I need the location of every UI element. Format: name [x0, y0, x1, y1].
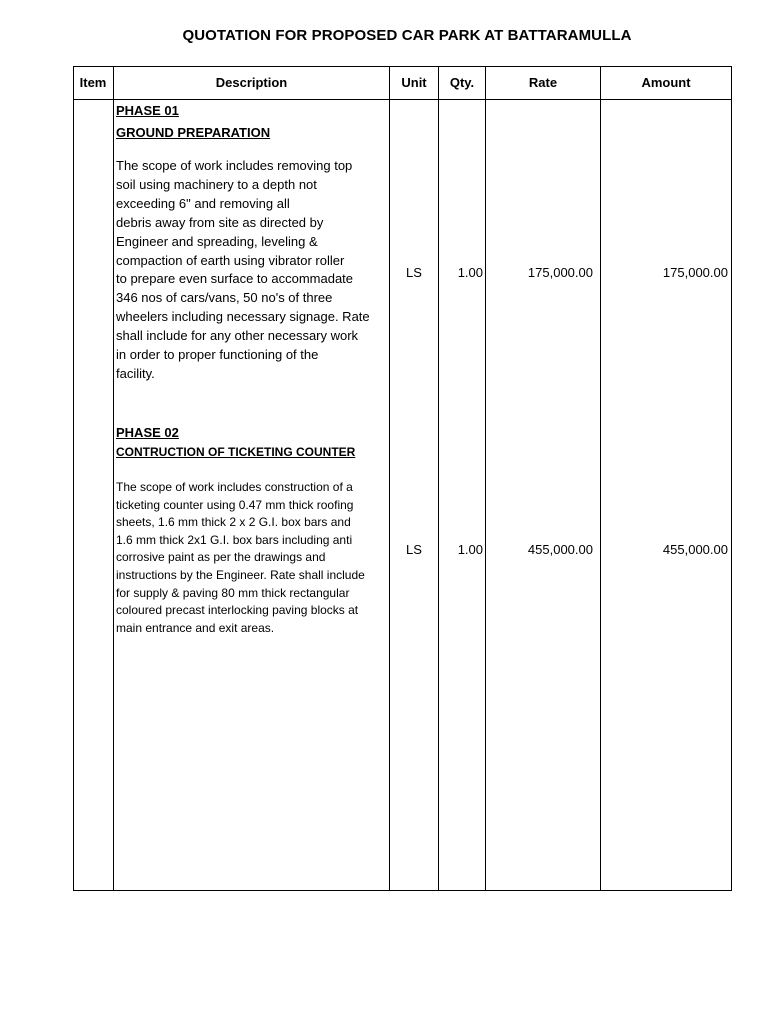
description-line: 346 nos of cars/vans, 50 no's of three: [116, 290, 333, 306]
column-divider: [438, 66, 439, 891]
section-heading: GROUND PREPARATION: [116, 125, 271, 140]
description-line: in order to proper functioning of the: [116, 347, 319, 363]
header-unit: Unit: [401, 75, 427, 90]
description-line: ticketing counter using 0.47 mm thick roofing: [116, 497, 354, 512]
section-heading: CONTRUCTION OF TICKETING COUNTER: [116, 445, 356, 459]
phase-label: PHASE 02: [116, 425, 179, 440]
description-line: for supply & paving 80 mm thick rectangular: [116, 585, 350, 600]
description-line: instructions by the Engineer. Rate shall include: [116, 567, 365, 582]
qty-cell: 1.00: [457, 542, 483, 557]
scope-description: [116, 157, 390, 384]
amount-cell: 175,000.00: [662, 265, 728, 280]
column-divider: [113, 66, 114, 891]
table-bottom-border: [73, 890, 732, 891]
header-item: Item: [79, 75, 107, 90]
description-line: wheelers including necessary signage. Rate: [116, 309, 370, 325]
description-line: sheets, 1.6 mm thick 2 x 2 G.I. box bars and: [116, 515, 351, 530]
scope-description: [116, 479, 390, 637]
description-line: debris away from site as directed by: [116, 214, 324, 230]
rate-cell: 455,000.00: [527, 542, 593, 557]
unit-cell: LS: [406, 542, 422, 557]
description-line: compaction of earth using vibrator roller: [116, 252, 345, 268]
phase-label: PHASE 01: [116, 103, 179, 118]
description-line: soil using machinery to a depth not: [116, 176, 317, 192]
header-qty: Qty.: [449, 75, 475, 90]
description-line: exceeding 6" and removing all: [116, 195, 290, 211]
unit-cell: LS: [406, 265, 422, 280]
amount-cell: 455,000.00: [662, 542, 728, 557]
description-line: The scope of work includes removing top: [116, 158, 353, 173]
description-line: Engineer and spreading, leveling &: [116, 233, 318, 249]
header-rate: Rate: [528, 75, 558, 90]
description-line: corrosive paint as per the drawings and: [116, 550, 326, 565]
column-divider: [73, 66, 74, 891]
column-divider: [731, 66, 732, 891]
qty-cell: 1.00: [457, 265, 483, 280]
description-line: to prepare even surface to accommadate: [116, 271, 354, 287]
description-line: 1.6 mm thick 2x1 G.I. box bars including anti: [116, 532, 353, 547]
description-line: facility.: [116, 365, 155, 381]
document-title: QUOTATION FOR PROPOSED CAR PARK AT BATTARAMULLA: [182, 27, 632, 44]
column-divider: [600, 66, 601, 891]
description-line: main entrance and exit areas.: [116, 620, 275, 635]
header-amount: Amount: [641, 75, 691, 90]
column-divider: [485, 66, 486, 891]
description-line: shall include for any other necessary work: [116, 328, 359, 344]
description-line: The scope of work includes construction of a: [116, 480, 353, 494]
description-line: coloured precast interlocking paving blocks at: [116, 603, 359, 618]
rate-cell: 175,000.00: [527, 265, 593, 280]
header-description: Description: [215, 75, 288, 90]
